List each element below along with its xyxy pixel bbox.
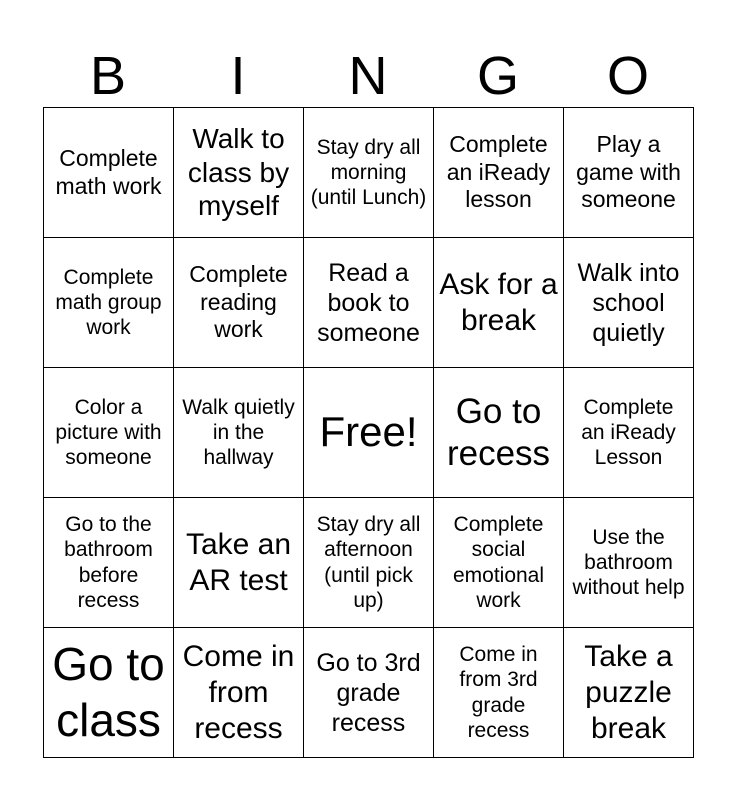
bingo-cell[interactable]: Play a game with someone xyxy=(564,108,694,238)
header-letter-o: O xyxy=(606,46,649,106)
bingo-cell[interactable]: Take a puzzle break xyxy=(564,628,694,758)
bingo-cell[interactable]: Ask for a break xyxy=(434,238,564,368)
bingo-cell[interactable]: Go to recess xyxy=(434,368,564,498)
board-row xyxy=(44,628,694,758)
bingo-cell[interactable]: Go to 3rd grade recess xyxy=(304,628,434,758)
board-row xyxy=(44,368,694,498)
bingo-cell[interactable]: Color a picture with someone xyxy=(44,368,174,498)
bingo-cell[interactable]: Complete reading work xyxy=(174,238,304,368)
board-row xyxy=(44,498,694,628)
header-letter-g: G xyxy=(476,46,519,106)
bingo-cell[interactable]: Stay dry all afternoon (until pick up) xyxy=(304,498,434,628)
free-space-cell[interactable]: Free! xyxy=(304,368,434,498)
board-row xyxy=(44,108,694,238)
bingo-cell[interactable]: Use the bathroom without help xyxy=(564,498,694,628)
bingo-cell[interactable]: Go to class xyxy=(44,628,174,758)
bingo-cell[interactable]: Complete an iReady lesson xyxy=(434,108,564,238)
header-letter-i: I xyxy=(230,46,246,106)
board-row xyxy=(44,238,694,368)
bingo-board xyxy=(43,107,694,758)
bingo-cell[interactable]: Stay dry all morning (until Lunch) xyxy=(304,108,434,238)
bingo-cell[interactable]: Complete social emotional work xyxy=(434,498,564,628)
bingo-cell[interactable]: Come in from recess xyxy=(174,628,304,758)
header-letter-b: B xyxy=(89,46,127,106)
bingo-cell[interactable]: Go to the bathroom before recess xyxy=(44,498,174,628)
bingo-cell[interactable]: Complete an iReady Lesson xyxy=(564,368,694,498)
bingo-cell[interactable]: Walk to class by myself xyxy=(174,108,304,238)
bingo-cell[interactable]: Complete math work xyxy=(44,108,174,238)
bingo-cell[interactable]: Walk quietly in the hallway xyxy=(174,368,304,498)
bingo-cell[interactable]: Come in from 3rd grade recess xyxy=(434,628,564,758)
bingo-cell[interactable]: Complete math group work xyxy=(44,238,174,368)
header-letter-n: N xyxy=(348,46,388,106)
bingo-header xyxy=(43,44,693,108)
bingo-cell[interactable]: Take an AR test xyxy=(174,498,304,628)
bingo-cell[interactable]: Read a book to someone xyxy=(304,238,434,368)
bingo-cell[interactable]: Walk into school quietly xyxy=(564,238,694,368)
